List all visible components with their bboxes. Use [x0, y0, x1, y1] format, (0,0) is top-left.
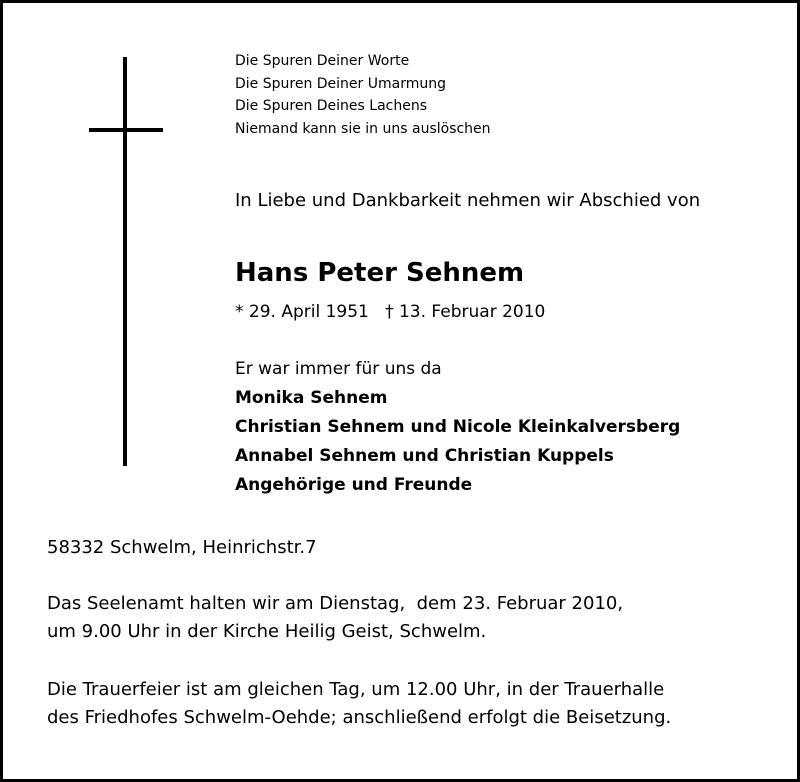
- poem: [235, 50, 491, 140]
- requiem-line: um 9.00 Uhr in der Kirche Heilig Geist, Schwelm.: [47, 621, 487, 642]
- mourning-address: 58332 Schwelm, Heinrichstr.7: [47, 537, 317, 558]
- farewell-intro: In Liebe und Dankbarkeit nehmen wir Abschied von: [235, 190, 701, 211]
- mourner-name: Angehörige und Freunde: [235, 475, 473, 495]
- mourner-name: Monika Sehnem: [235, 388, 388, 408]
- requiem-line: Das Seelenamt halten wir am Dienstag, dem 23. Februar 2010,: [47, 593, 624, 614]
- poem-line: Die Spuren Deines Lachens: [235, 98, 428, 114]
- funeral-line: des Friedhofes Schwelm-Oehde; anschließend erfolgt die Beisetzung.: [47, 707, 672, 728]
- funeral-line: Die Trauerfeier ist am gleichen Tag, um 12.00 Uhr, in der Trauerhalle: [47, 679, 665, 700]
- requiem-notice: [47, 590, 623, 646]
- cross-vertical-bar: [123, 57, 127, 466]
- deceased-name: Hans Peter Sehnem: [235, 258, 525, 288]
- funeral-notice: [47, 676, 671, 732]
- closing-line: Er war immer für uns da: [235, 359, 442, 379]
- mourners-list: [235, 384, 680, 500]
- poem-line: Niemand kann sie in uns auslöschen: [235, 120, 491, 137]
- life-dates: * 29. April 1951 † 13. Februar 2010: [235, 302, 546, 322]
- poem-line: Die Spuren Deiner Worte: [235, 53, 410, 69]
- poem-line: Die Spuren Deiner Umarmung: [235, 75, 446, 92]
- cross-horizontal-bar: [89, 128, 163, 132]
- mourner-name: Christian Sehnem und Nicole Kleinkalversberg: [235, 417, 681, 437]
- mourner-name: Annabel Sehnem und Christian Kuppels: [235, 446, 614, 466]
